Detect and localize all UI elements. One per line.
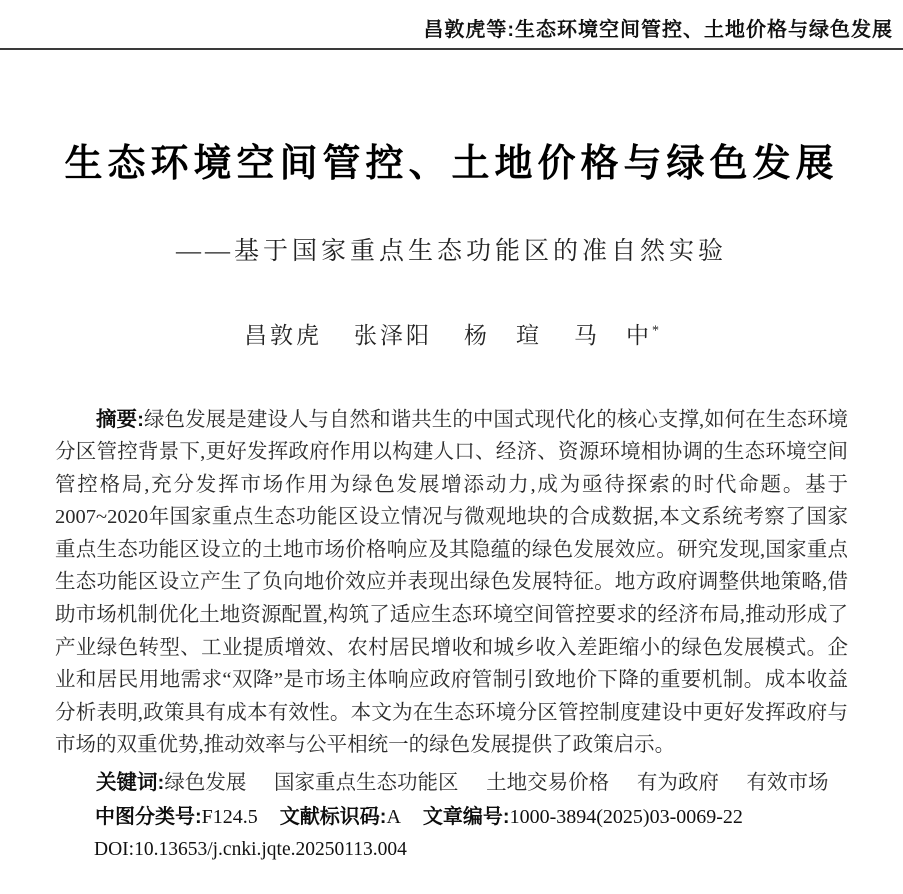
keyword: 有为政府 bbox=[636, 772, 719, 795]
doc-code-pair bbox=[280, 806, 401, 828]
author-name: 张泽阳 bbox=[354, 322, 432, 348]
running-title: 昌敦虎等:生态环境空间管控、土地价格与绿色发展 bbox=[423, 19, 893, 41]
keywords-line bbox=[55, 767, 848, 800]
clc-pair bbox=[95, 806, 258, 828]
running-header bbox=[0, 0, 903, 50]
article-id-label: 文章编号: bbox=[422, 805, 510, 828]
keyword: 土地交易价格 bbox=[486, 772, 610, 795]
author-name: 昌敦虎 bbox=[244, 322, 322, 348]
abstract-label: 摘要: bbox=[96, 407, 144, 431]
author-name bbox=[574, 323, 659, 348]
author-name-text: 马 中 bbox=[574, 322, 652, 348]
doi-line: DOI:10.13653/j.cnki.jqte.20250113.004 bbox=[94, 839, 407, 861]
keywords-label: 关键词: bbox=[96, 771, 165, 795]
doc-code-label: 文献标识码: bbox=[279, 805, 387, 828]
authors-line bbox=[55, 317, 848, 350]
article-first-page bbox=[0, 141, 903, 866]
corresponding-author-marker: * bbox=[652, 322, 659, 338]
keyword: 国家重点生态功能区 bbox=[274, 772, 459, 795]
article-title: 生态环境空间管控、土地价格与绿色发展 bbox=[64, 143, 839, 185]
clc-label: 中图分类号: bbox=[95, 805, 202, 828]
keyword: 绿色发展 bbox=[164, 772, 247, 795]
article-id-pair bbox=[423, 806, 743, 828]
article-subtitle: ——基于国家重点生态功能区的准自然实验 bbox=[175, 237, 727, 265]
clc-value: F124.5 bbox=[201, 805, 258, 828]
author-name: 杨 瑄 bbox=[464, 322, 542, 348]
keyword: 有效市场 bbox=[746, 772, 829, 795]
abstract-paragraph bbox=[55, 404, 848, 763]
abstract-text: 绿色发展是建设人与自然和谐共生的中国式现代化的核心支撑,如何在生态环境分区管控背景下,更好发挥政府作用以构建人口、经济、资源环境相协调的生态环境空间管控格局,充分发挥市场作用为绿色发展增添动力,成为亟待探索的时代命题。基于2007~2020年国家重点生态功能区设立情况与微观地块的合成数据,本文系统考察了国家重点生态功能区设立的土地市场价格响应及其隐蕴的绿色发展效应。研究发现,国家重点生态功能区设立产生了负向地价效应并表现出绿色发展特征。地方政府调整供地策略,借助市场机制优化土地资源配置,构筑了适应生态环境空间管控要求的经济布局,推动形成了产业绿色转型、工业提质增效、农村居民增收和城乡收入差距缩小的绿色发展模式。企业和居民用地需求“双降”是市场主体响应政府管制引致地价下降的重要机制。成本收益分析表明,政策具有成本有效性。本文为在生态环境分区管控制度建设中更好发挥政府与市场的双重优势,推动效率与公平相统一的绿色发展提供了政策启示。 bbox=[55, 408, 848, 757]
doc-code-value: A bbox=[386, 805, 401, 828]
classification-line bbox=[55, 801, 848, 834]
article-id-value: 1000-3894(2025)03-0069-22 bbox=[509, 805, 743, 828]
